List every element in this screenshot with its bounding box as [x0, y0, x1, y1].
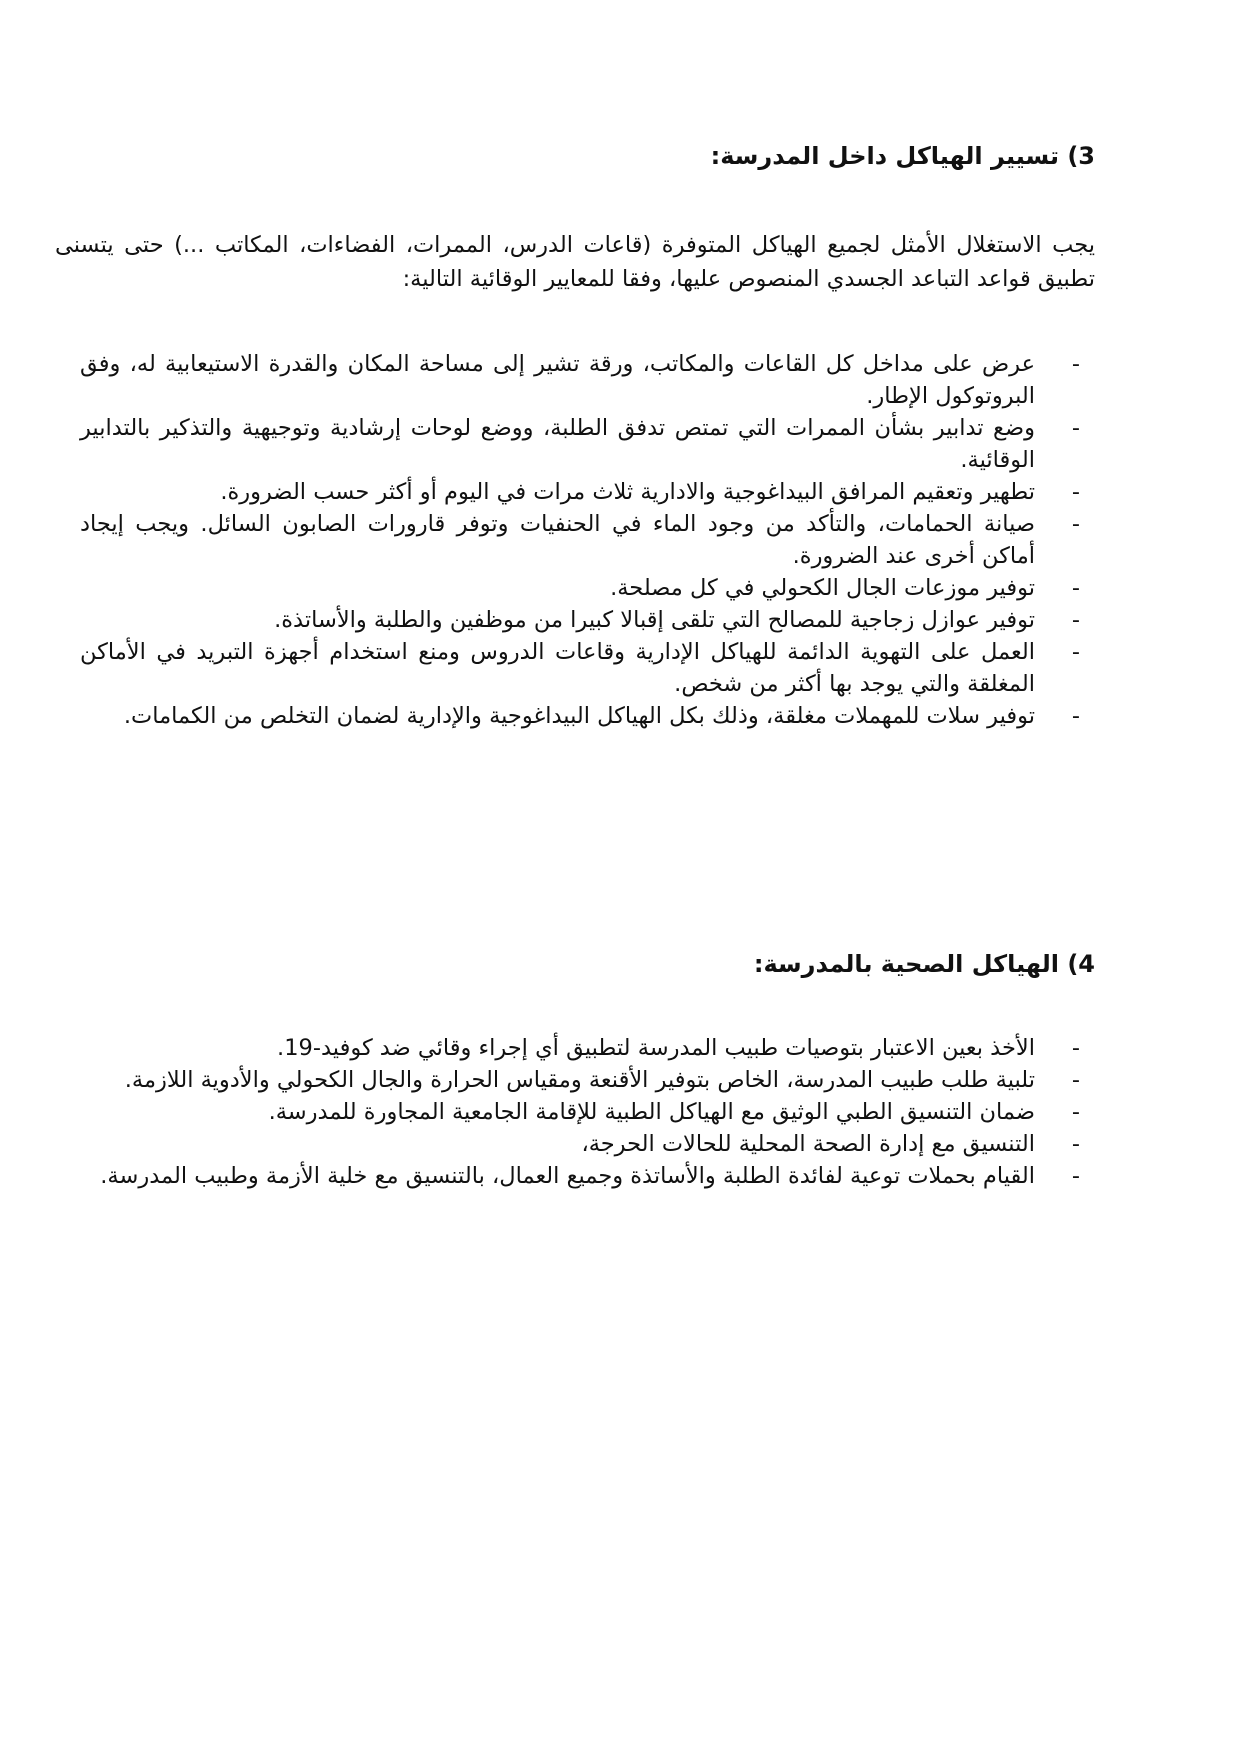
- list-item: [100, 1128, 1080, 1160]
- list-item: [100, 1096, 1080, 1128]
- list-item: [80, 700, 1080, 732]
- bullet-dash: -: [1071, 1131, 1080, 1157]
- list-item: [80, 508, 1080, 572]
- list-item-text: القيام بحملات توعية لفائدة الطلبة والأساتذة وجميع العمال، بالتنسيق مع خلية الأزمة وطبيب المدرسة.: [100, 1163, 1035, 1189]
- list-item-text: تطهير وتعقيم المرافق البيداغوجية والادارية ثلاث مرات في اليوم أو أكثر حسب الضرورة.: [220, 479, 1035, 505]
- list-item: [80, 348, 1080, 412]
- bullet-dash: -: [1071, 1099, 1080, 1125]
- list-item: [80, 412, 1080, 476]
- list-item-text: صيانة الحمامات، والتأكد من وجود الماء في الحنفيات وتوفر قارورات الصابون السائل. ويجب إيجاد أماكن أخرى عند الضرورة.: [80, 511, 1035, 569]
- list-item-text: توفير موزعات الجال الكحولي في كل مصلحة.: [610, 575, 1035, 601]
- list-item: [80, 1064, 1080, 1096]
- bullet-dash: -: [1071, 1035, 1080, 1061]
- bullet-dash: -: [1071, 703, 1080, 729]
- bullet-dash: -: [1071, 1067, 1080, 1093]
- bullet-dash: -: [1071, 575, 1080, 601]
- section-4-bullet-list: [80, 1032, 1080, 1192]
- list-item-text: تلبية طلب طبيب المدرسة، الخاص بتوفير الأقنعة ومقياس الحرارة والجال الكحولي والأدوية اللازمة.: [124, 1067, 1035, 1093]
- list-item: [80, 476, 1080, 508]
- list-item-text: عرض على مداخل كل القاعات والمكاتب، ورقة تشير إلى مساحة المكان والقدرة الاستيعابية له، وفق البروتوكول الإطار.: [80, 351, 1035, 409]
- section-3-bullet-list: [80, 348, 1080, 732]
- list-item-text: توفير عوازل زجاجية للمصالح التي تلقى إقبالا كبيرا من موظفين والطلبة والأساتذة.: [274, 607, 1035, 633]
- section-4-heading: 4) الهياكل الصحية بالمدرسة:: [753, 950, 1095, 978]
- bullet-dash: -: [1071, 639, 1080, 665]
- list-item: [80, 572, 1080, 604]
- list-item-text: التنسيق مع إدارة الصحة المحلية للحالات الحرجة،: [581, 1131, 1035, 1157]
- bullet-dash: -: [1071, 351, 1080, 377]
- bullet-dash: -: [1071, 479, 1080, 505]
- section-3-intro: يجب الاستغلال الأمثل لجميع الهياكل المتوفرة (قاعات الدرس، الممرات، الفضاءات، المكاتب ...) حتى يتسنى تطبيق قواعد التباعد الجسدي المنصوص عليها، وفقا للمعايير الوقائية التالية:: [55, 232, 1095, 292]
- bullet-dash: -: [1071, 1163, 1080, 1189]
- list-item: [100, 1032, 1080, 1064]
- list-item-text: توفير سلات للمهملات مغلقة، وذلك بكل الهياكل البيداغوجية والإدارية لضمان التخلص من الكمامات.: [123, 703, 1035, 729]
- list-item-text: الأخذ بعين الاعتبار بتوصيات طبيب المدرسة لتطبيق أي إجراء وقائي ضد كوفيد-19.: [277, 1035, 1035, 1061]
- section-3-heading: 3) تسيير الهياكل داخل المدرسة:: [710, 142, 1095, 170]
- bullet-dash: -: [1071, 607, 1080, 633]
- list-item-text: العمل على التهوية الدائمة للهياكل الإدارية وقاعات الدروس ومنع استخدام أجهزة التبريد في الأماكن المغلقة والتي يوجد بها أكثر من شخص.: [80, 639, 1035, 697]
- list-item: [100, 1160, 1080, 1192]
- bullet-dash: -: [1071, 415, 1080, 441]
- bullet-dash: -: [1071, 511, 1080, 537]
- list-item: [80, 604, 1080, 636]
- list-item: [80, 636, 1080, 700]
- list-item-text: ضمان التنسيق الطبي الوثيق مع الهياكل الطبية للإقامة الجامعية المجاورة للمدرسة.: [268, 1099, 1035, 1125]
- list-item-text: وضع تدابير بشأن الممرات التي تمتص تدفق الطلبة، ووضع لوحات إرشادية وتوجيهية والتذكير بالتدابير الوقائية.: [80, 415, 1035, 473]
